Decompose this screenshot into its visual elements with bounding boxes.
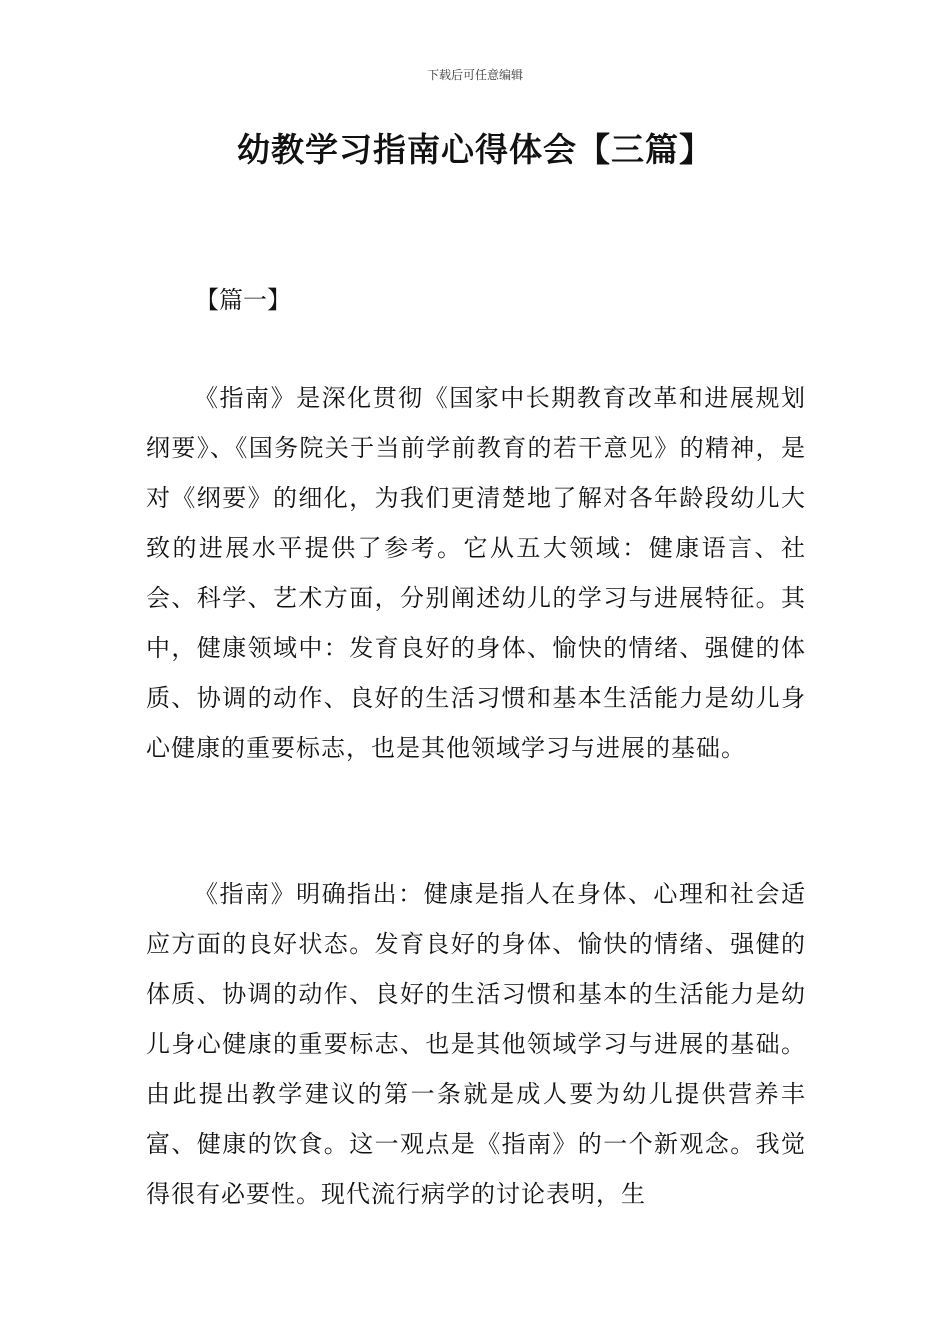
section-heading: 【篇一】 bbox=[195, 286, 291, 314]
header-note: 下载后可任意编辑 bbox=[426, 68, 523, 82]
document-title: 幼教学习指南心得体会【三篇】 bbox=[237, 130, 713, 169]
body-paragraph-1: 《指南》是深化贯彻《国家中长期教育改革和进展规划纲要》、《国务院关于当前学前教育的若干意见》的精神，是对《纲要》的细化，为我们更清楚地了解对各年龄段幼儿大致的进展水平提供了参考。它从五大领域：健康语言、社会、科学、艺术方面，分别阐述幼儿的学习与进展特征。其中，健康领域中：发育良好的身体、愉快的情绪、强健的体质、协调的动作、良好的生活习惯和基本生活能力是幼儿身心健康的重要标志，也是其他领域学习与进展的基础。 bbox=[146, 384, 806, 762]
body-paragraph-2: 《指南》明确指出：健康是指人在身体、心理和社会适应方面的良好状态。发育良好的身体、愉快的情绪、强健的体质、协调的动作、良好的生活习惯和基本的生活能力是幼儿身心健康的重要标志、也是其他领域学习与进展的基础。由此提出教学建议的第一条就是成人要为幼儿提供营养丰富、健康的饮食。这一观点是《指南》的一个新观念。我觉得很有必要性。现代流行病学的讨论表明，生 bbox=[146, 880, 806, 1208]
